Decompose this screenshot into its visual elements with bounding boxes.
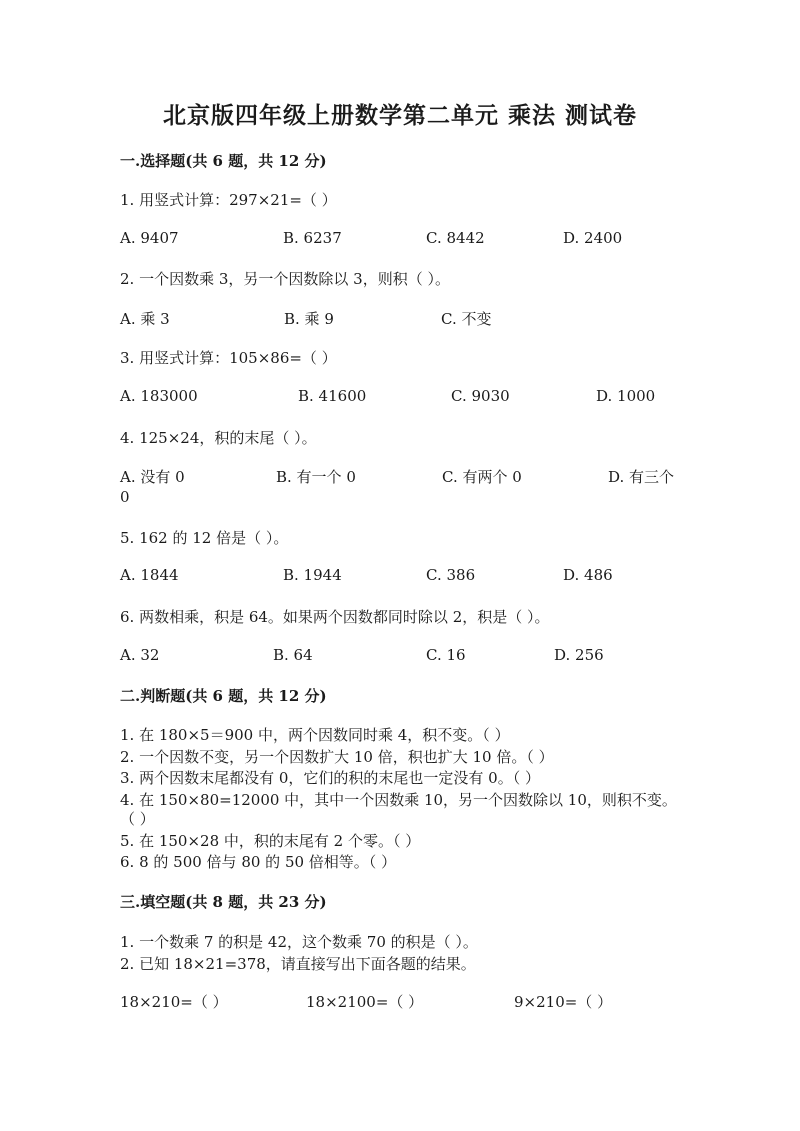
option: A. 1844 [120, 566, 179, 584]
statement: 1. 在 180×5＝900 中，两个因数同时乘 4，积不变。（ ） [120, 726, 510, 744]
statement: 5. 在 150×28 中，积的末尾有 2 个零。（ ） [120, 832, 421, 850]
option: C. 9030 [451, 387, 510, 405]
option: B. 1944 [283, 566, 342, 584]
option-wrap: 0 [120, 488, 130, 506]
option: A. 乘 3 [120, 310, 170, 328]
option: C. 8442 [426, 229, 485, 247]
statement-wrap: （ ） [120, 810, 155, 828]
question-stem: 5. 162 的 12 倍是（ ）。 [120, 529, 289, 547]
section-heading-judgement: 二.判断题(共 6 题，共 12 分) [120, 687, 327, 705]
option: D. 有三个 [608, 468, 675, 486]
option: C. 有两个 0 [442, 468, 522, 486]
option: D. 1000 [596, 387, 656, 405]
question-stem: 4. 125×24，积的末尾（ ）。 [120, 429, 317, 447]
option: D. 486 [563, 566, 613, 584]
question-stem: 2. 一个因数乘 3，另一个因数除以 3，则积（ ）。 [120, 270, 450, 288]
statement: 2. 一个因数不变，另一个因数扩大 10 倍，积也扩大 10 倍。（ ） [120, 748, 554, 766]
option: A. 没有 0 [120, 468, 185, 486]
statement: 4. 在 150×80=12000 中，其中一个因数乘 10，另一个因数除以 10，则积不变。 [120, 791, 677, 809]
fill-question: 1. 一个数乘 7 的积是 42，这个数乘 70 的积是（ ）。 [120, 933, 478, 951]
page-title: 北京版四年级上册数学第二单元 乘法 测试卷 [162, 102, 637, 129]
question-stem: 6. 两数相乘，积是 64。如果两个因数都同时除以 2，积是（ ）。 [120, 608, 550, 626]
fill-blank: 18×210=（ ） [120, 993, 228, 1011]
option: A. 9407 [120, 229, 179, 247]
option: A. 32 [120, 646, 160, 664]
option: C. 386 [426, 566, 476, 584]
fill-question: 2. 已知 18×21=378，请直接写出下面各题的结果。 [120, 955, 476, 973]
fill-blank: 9×210=（ ） [514, 993, 613, 1011]
statement: 3. 两个因数末尾都没有 0，它们的积的末尾也一定没有 0。（ ） [120, 769, 540, 787]
option: C. 16 [426, 646, 466, 664]
option: B. 乘 9 [284, 310, 334, 328]
question-stem: 3. 用竖式计算：105×86=（ ） [120, 349, 337, 367]
statement: 6. 8 的 500 倍与 80 的 50 倍相等。（ ） [120, 853, 397, 871]
section-heading-fill-blank: 三.填空题(共 8 题，共 23 分) [120, 893, 327, 911]
option: C. 不变 [441, 310, 492, 328]
option: B. 41600 [298, 387, 367, 405]
option: B. 64 [273, 646, 313, 664]
fill-blank: 18×2100=（ ） [306, 993, 424, 1011]
option: D. 256 [554, 646, 604, 664]
option: D. 2400 [563, 229, 623, 247]
option: B. 有一个 0 [276, 468, 356, 486]
section-heading-choice: 一.选择题(共 6 题，共 12 分) [120, 152, 327, 170]
question-stem: 1. 用竖式计算：297×21=（ ） [120, 191, 337, 209]
option: B. 6237 [283, 229, 342, 247]
option: A. 183000 [120, 387, 198, 405]
